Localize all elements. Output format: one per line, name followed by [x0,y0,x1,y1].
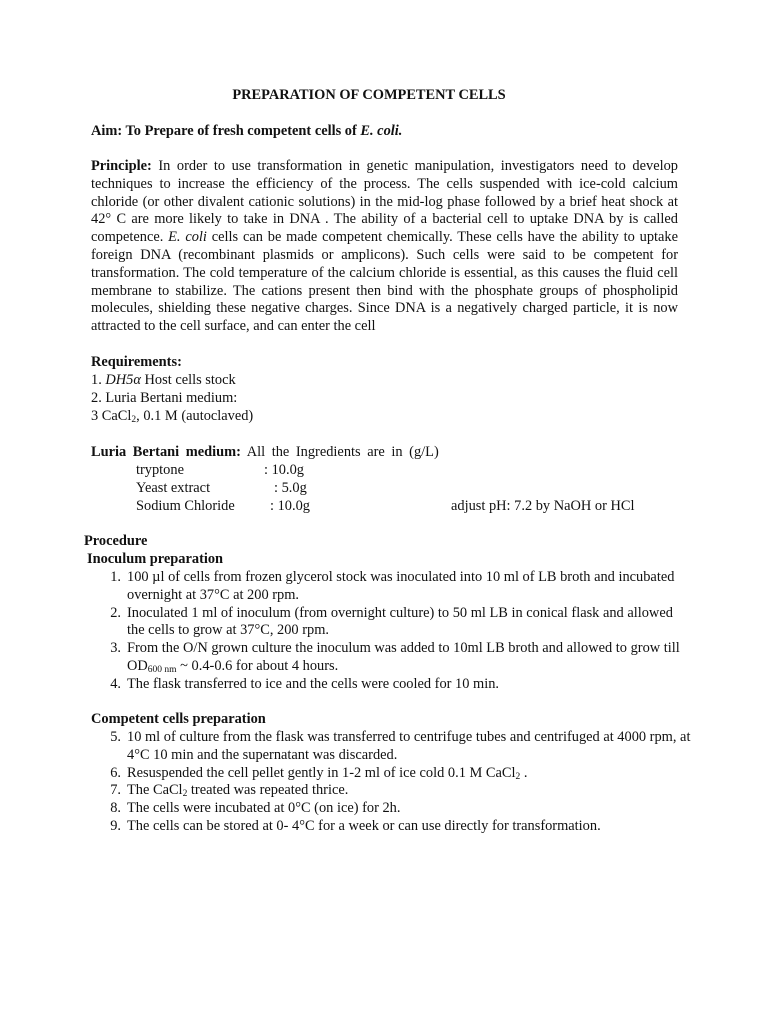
ph-note: adjust pH: 7.2 by NaOH or HCl [451,498,635,514]
principle-paragraph [91,158,678,336]
lb-medium-label: Luria Bertani medium: [91,444,241,460]
principle-text-1: In order to use transformation in genetic manipulation, investigators need to develop techniques to increase the efficiency of the process. The cells suspended with ice-cold calcium chloride (or other divalent cationic solutions) in the mid-log phase followed by a brief heat shock at 42° C are more likely to take in DNA . The ability of a bacterial cell to uptake DNA by is called competence. [91,158,678,246]
lb-medium-line [91,444,439,462]
principle-label: Principle: [91,158,152,174]
ingredient-amount: : 10.0g [270,498,310,514]
list-item: 2. Inoculated 1 ml of inoculum (from overnight culture) to 50 ml LB in conical flask and allowed the cells to grow at 37°C, 200 rpm. [110,604,673,639]
aim-label: Aim: [91,123,123,139]
requirements-heading: Requirements: [91,354,182,370]
requirement-item-3: 3 CaCl$_2$, 0.1 M (autoclaved) [91,408,254,425]
ingredient-amount: : 10.0g [264,462,304,478]
inoculum-steps [91,569,691,694]
requirement-item-1: 1. DH5α Host cells stock [91,372,236,388]
ingredient-amount: : 5.0g [274,480,307,496]
procedure-heading: Procedure [84,533,148,549]
aim-line [91,123,402,141]
ingredient-name: Sodium Chloride [136,498,235,514]
list-item: 6. Resuspended the cell pellet gently in 1-2 ml of ice cold 0.1 M CaCl$_2$ . [110,764,528,782]
principle-organism: E. coli [168,229,207,246]
aim-organism: E. coli. [360,123,403,139]
inoculum-heading: Inoculum preparation [87,551,224,567]
host-strain: DH5α [105,372,141,388]
ingredient-name: Yeast extract [136,480,211,496]
list-item: 5. 10 ml of culture from the flask was transferred to centrifuge tubes and centrifuged at 4000 rpm, at 4°C 10 min and the supernatant was discarded. [110,729,691,763]
aim-text: To Prepare of fresh competent cells of [125,123,361,139]
lb-medium-intro: All the Ingredients are in (g/L) [240,444,439,460]
competent-steps [91,729,691,836]
requirement-item-2: 2. Luria Bertani medium: [91,390,238,406]
competent-cells-heading: Competent cells preparation [91,711,266,727]
ingredient-name: tryptone [136,462,184,478]
list-item: 9. The cells can be stored at 0- 4°C for a week or can use directly for transformation. [110,817,601,834]
list-item: 8. The cells were incubated at 0°C (on ice) for 2h. [110,800,401,817]
document-title: PREPARATION OF COMPETENT CELLS [232,87,506,103]
principle-text-2: cells can be made competent chemically. These cells have the ability to uptake foreign DNA (recombinant plasmids or amplicons). Such cells were said to be competent for transformation. The cold temperature of the calcium chloride is essential, as this causes the fluid cell membrane to stabilize. The cations present then bind with the phosphate groups of phospholipid molecules, shielding these negative charges. Since DNA is a negatively charged particle, it is now attracted to the cell surface, and can enter the cell [91,229,678,335]
list-item: 3. From the O/N grown culture the inoculum was added to 10ml LB broth and allowed to grow till $OD_{600 nm}$ ~ 0.4-0.6 for about 4 hours. [110,640,680,675]
list-item: 7. The CaCl$_2$ treated was repeated thrice. [110,782,349,800]
list-item: 4. The flask transferred to ice and the cells were cooled for 10 min. [110,675,500,692]
list-item: 1. 100 µl of cells from frozen glycerol stock was inoculated into 10 ml of LB broth and incubated overnight at 37°C at 200 rpm. [110,569,675,603]
